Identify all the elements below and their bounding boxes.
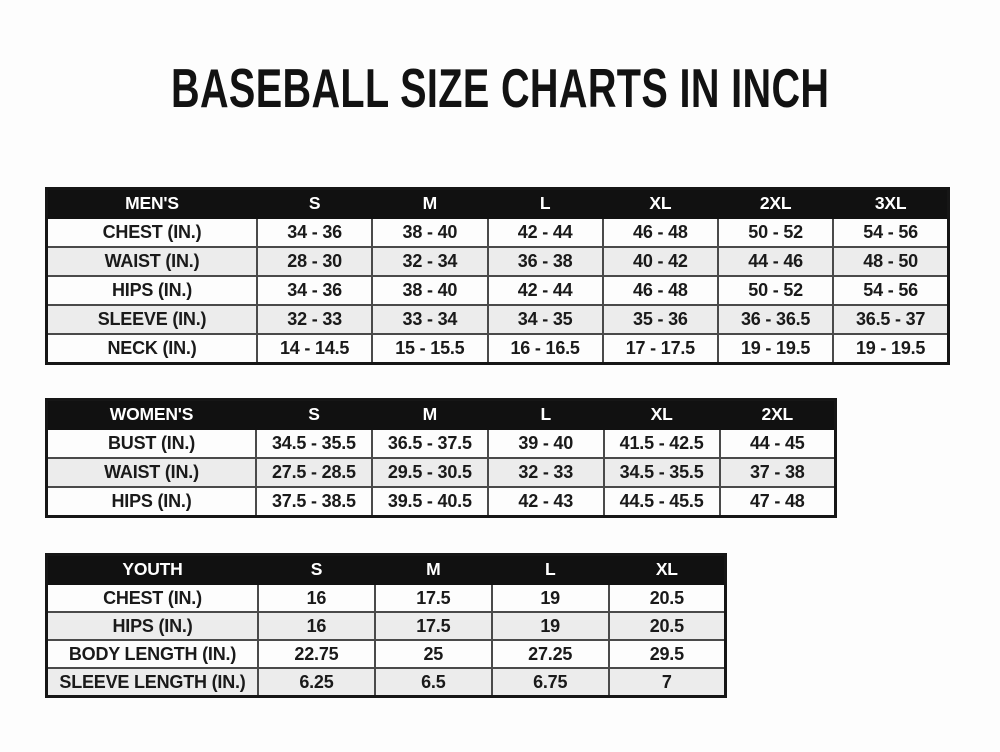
size-column-header: S (258, 555, 375, 585)
size-column-header: 2XL (720, 400, 836, 430)
measurement-label: WAIST (IN.) (47, 247, 258, 276)
size-value-cell: 46 - 48 (603, 276, 718, 305)
size-column-header: XL (603, 189, 718, 219)
size-value-cell: 39 - 40 (488, 429, 604, 458)
size-value-cell: 50 - 52 (718, 276, 833, 305)
measurement-row (47, 487, 836, 517)
measurement-row (47, 612, 726, 640)
measurement-row (47, 247, 949, 276)
size-value-cell: 44 - 45 (720, 429, 836, 458)
size-value-cell: 36 - 38 (488, 247, 603, 276)
size-value-cell: 36 - 36.5 (718, 305, 833, 334)
size-value-cell: 17.5 (375, 584, 492, 612)
size-value-cell: 39.5 - 40.5 (372, 487, 488, 517)
size-value-cell: 6.75 (492, 668, 609, 697)
size-column-header: L (488, 400, 604, 430)
size-value-cell: 50 - 52 (718, 218, 833, 247)
size-value-cell: 37 - 38 (720, 458, 836, 487)
group-label-mens: MEN'S (47, 189, 258, 219)
size-value-cell: 32 - 34 (372, 247, 487, 276)
size-column-header: M (375, 555, 492, 585)
page-title-text: BASEBALL SIZE CHARTS IN INCH (170, 57, 830, 119)
size-column-header: 3XL (833, 189, 948, 219)
measurement-row (47, 584, 726, 612)
measurement-label: NECK (IN.) (47, 334, 258, 364)
size-value-cell: 20.5 (609, 584, 726, 612)
size-value-cell: 54 - 56 (833, 276, 948, 305)
measurement-row (47, 640, 726, 668)
group-label-womens: WOMEN'S (47, 400, 257, 430)
measurement-label: HIPS (IN.) (47, 612, 259, 640)
measurement-row (47, 458, 836, 487)
measurement-row (47, 668, 726, 697)
size-value-cell: 14 - 14.5 (257, 334, 372, 364)
measurement-label: HIPS (IN.) (47, 487, 257, 517)
size-value-cell: 42 - 43 (488, 487, 604, 517)
size-column-header: S (256, 400, 372, 430)
measurement-row (47, 429, 836, 458)
size-value-cell: 40 - 42 (603, 247, 718, 276)
size-column-header: L (488, 189, 603, 219)
size-value-cell: 46 - 48 (603, 218, 718, 247)
womens-size-table (45, 398, 837, 518)
size-value-cell: 41.5 - 42.5 (604, 429, 720, 458)
size-value-cell: 42 - 44 (488, 276, 603, 305)
size-column-header: XL (609, 555, 726, 585)
size-value-cell: 37.5 - 38.5 (256, 487, 372, 517)
size-column-header: S (257, 189, 372, 219)
size-value-cell: 34 - 36 (257, 218, 372, 247)
size-value-cell: 47 - 48 (720, 487, 836, 517)
size-value-cell: 7 (609, 668, 726, 697)
size-value-cell: 15 - 15.5 (372, 334, 487, 364)
size-column-header: L (492, 555, 609, 585)
measurement-label: SLEEVE (IN.) (47, 305, 258, 334)
size-value-cell: 28 - 30 (257, 247, 372, 276)
size-value-cell: 38 - 40 (372, 276, 487, 305)
size-value-cell: 32 - 33 (257, 305, 372, 334)
size-value-cell: 25 (375, 640, 492, 668)
size-value-cell: 20.5 (609, 612, 726, 640)
size-value-cell: 36.5 - 37 (833, 305, 948, 334)
mens-size-table (45, 187, 950, 365)
size-value-cell: 44 - 46 (718, 247, 833, 276)
youth-size-table (45, 553, 727, 698)
size-value-cell: 19 - 19.5 (718, 334, 833, 364)
size-header-row (47, 400, 836, 430)
size-value-cell: 29.5 (609, 640, 726, 668)
size-value-cell: 6.25 (258, 668, 375, 697)
size-column-header: M (372, 400, 488, 430)
size-value-cell: 34.5 - 35.5 (256, 429, 372, 458)
size-value-cell: 29.5 - 30.5 (372, 458, 488, 487)
measurement-label: BODY LENGTH (IN.) (47, 640, 259, 668)
size-value-cell: 19 - 19.5 (833, 334, 948, 364)
measurement-label: BUST (IN.) (47, 429, 257, 458)
size-value-cell: 27.25 (492, 640, 609, 668)
size-value-cell: 44.5 - 45.5 (604, 487, 720, 517)
measurement-label: WAIST (IN.) (47, 458, 257, 487)
page-title (0, 58, 1000, 119)
size-value-cell: 17 - 17.5 (603, 334, 718, 364)
size-value-cell: 35 - 36 (603, 305, 718, 334)
size-value-cell: 36.5 - 37.5 (372, 429, 488, 458)
measurement-label: CHEST (IN.) (47, 584, 259, 612)
size-value-cell: 42 - 44 (488, 218, 603, 247)
size-value-cell: 27.5 - 28.5 (256, 458, 372, 487)
size-value-cell: 34.5 - 35.5 (604, 458, 720, 487)
measurement-row (47, 276, 949, 305)
measurement-label: CHEST (IN.) (47, 218, 258, 247)
size-column-header: XL (604, 400, 720, 430)
size-value-cell: 33 - 34 (372, 305, 487, 334)
measurement-label: HIPS (IN.) (47, 276, 258, 305)
size-value-cell: 22.75 (258, 640, 375, 668)
size-header-row (47, 555, 726, 585)
measurement-row (47, 218, 949, 247)
size-value-cell: 16 (258, 584, 375, 612)
size-value-cell: 19 (492, 612, 609, 640)
size-value-cell: 34 - 35 (488, 305, 603, 334)
size-value-cell: 34 - 36 (257, 276, 372, 305)
size-value-cell: 48 - 50 (833, 247, 948, 276)
size-value-cell: 19 (492, 584, 609, 612)
size-header-row (47, 189, 949, 219)
size-value-cell: 17.5 (375, 612, 492, 640)
size-value-cell: 16 - 16.5 (488, 334, 603, 364)
measurement-row (47, 305, 949, 334)
measurement-label: SLEEVE LENGTH (IN.) (47, 668, 259, 697)
size-value-cell: 54 - 56 (833, 218, 948, 247)
size-value-cell: 32 - 33 (488, 458, 604, 487)
group-label-youth: YOUTH (47, 555, 259, 585)
size-value-cell: 38 - 40 (372, 218, 487, 247)
measurement-row (47, 334, 949, 364)
size-column-header: 2XL (718, 189, 833, 219)
size-value-cell: 16 (258, 612, 375, 640)
size-value-cell: 6.5 (375, 668, 492, 697)
size-column-header: M (372, 189, 487, 219)
